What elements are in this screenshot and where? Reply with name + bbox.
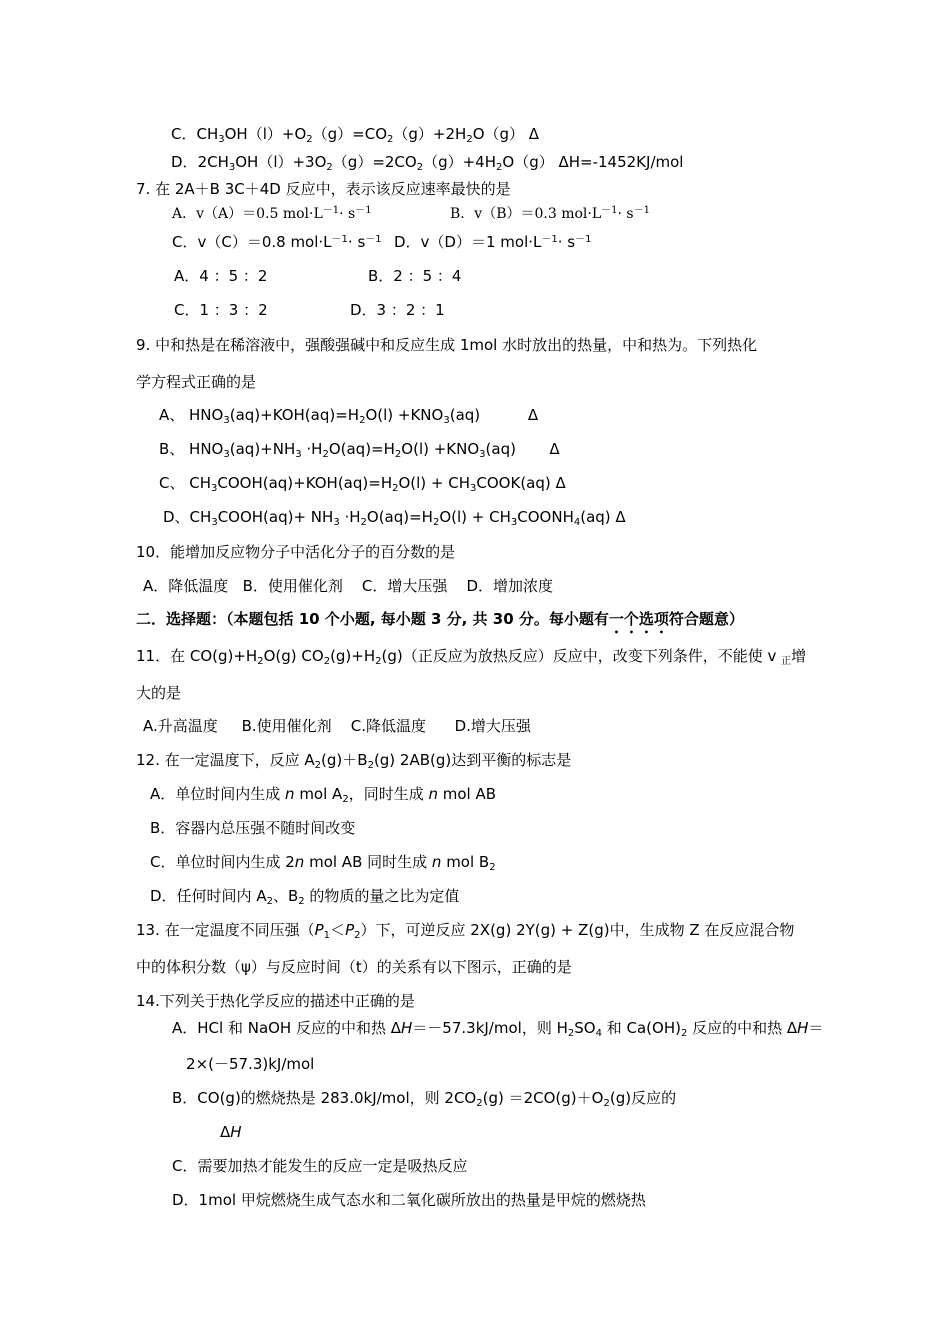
text: A、 HNO xyxy=(159,406,224,424)
text: O(aq)=H xyxy=(328,440,395,458)
q14-option-c: C．需要加热才能发生的反应一定是吸热反应 xyxy=(172,1157,468,1175)
subscript: 2 xyxy=(354,930,361,941)
subscript: 3 xyxy=(479,449,486,460)
subscript: 2 xyxy=(266,896,273,907)
option-label: D． xyxy=(171,153,198,171)
q9-stem-line1: 9. 中和热是在稀溶液中，强酸强碱中和反应生成 1mol 水时放出的热量，中和热为。下列热化 xyxy=(136,336,758,354)
q12-option-b: B．容器内总压强不随时间改变 xyxy=(150,819,356,837)
text: （g）=2CO xyxy=(332,153,417,171)
text: O(l) +KNO xyxy=(365,406,444,424)
q14-option-d: D．1mol 甲烷燃烧生成气态水和二氧化碳所放出的热量是甲烷的燃烧热 xyxy=(172,1191,646,1209)
subscript: 2 xyxy=(367,760,374,771)
text: C、 CH xyxy=(159,474,211,492)
subscript: 2 xyxy=(323,656,331,667)
subscript: 4 xyxy=(573,517,581,528)
subscript: 2 xyxy=(342,794,349,805)
q9-option-a xyxy=(159,405,538,425)
section-2-title xyxy=(136,609,744,637)
text: 反应的中和热 Δ xyxy=(687,1019,798,1037)
q6-option-d xyxy=(171,152,683,172)
q14-stem: 14.下列关于热化学反应的描述中正确的是 xyxy=(136,992,415,1010)
q14-option-a-line2: 2×(－57.3)kJ/mol xyxy=(186,1055,315,1073)
text: O(l) +KNO xyxy=(401,440,480,458)
text: B．v（B）＝0.3 mol·L xyxy=(450,206,602,222)
subscript: 3 xyxy=(223,449,230,460)
text: ·H xyxy=(339,508,361,526)
text: COONH xyxy=(517,508,574,526)
text: O(l) + CH xyxy=(398,474,471,492)
subscript: 2 xyxy=(567,1028,575,1039)
text: B．CO(g)的燃烧热是 283.0kJ/mol，则 2CO xyxy=(172,1089,477,1107)
text: D．任何时间内 A xyxy=(150,887,267,905)
text: ，同时生成 xyxy=(348,785,429,803)
text: 2CH xyxy=(197,153,229,171)
subscript: 3 xyxy=(211,483,218,494)
subscript: 3 xyxy=(228,162,236,173)
text: （g）=CO xyxy=(312,125,388,143)
q8-option-d: D．3 ：2 ：1 xyxy=(350,301,445,319)
q9-option-b xyxy=(159,439,560,459)
text: C．v（C）＝0.8 mol·L xyxy=(172,233,332,251)
text: 11．在 CO(g)+H xyxy=(136,647,258,665)
subscript: 2 xyxy=(360,517,367,528)
subscript: 2 xyxy=(432,517,440,528)
text: (aq)+NH xyxy=(229,440,296,458)
subscript: 2 xyxy=(306,134,313,145)
text: ＝－57.3kJ/mol，则 H xyxy=(412,1019,568,1037)
text: 二．选择题：（本题包括 10 个小题, 每小题 3 分, 共 30 分。每小题有 xyxy=(136,610,609,628)
text: (g) ＝2CO(g)＋O xyxy=(482,1089,604,1107)
subscript: 3 xyxy=(510,517,518,528)
subscript: 3 xyxy=(223,415,230,426)
text: O（g） Δ xyxy=(472,125,540,143)
text: mol A xyxy=(294,785,343,803)
italic-var: n xyxy=(431,853,442,871)
text: SO xyxy=(574,1019,596,1037)
q13-stem-line1 xyxy=(136,920,794,940)
text: OH（l）+3O xyxy=(235,153,327,171)
italic-var: n xyxy=(285,785,295,803)
superscript: －1 xyxy=(355,205,372,216)
text: A．v（A）＝0.5 mol·L xyxy=(172,206,323,222)
q9-stem-line2: 学方程式正确的是 xyxy=(136,373,257,391)
text: ）下，可逆反应 2X(g) 2Y(g) + Z(g)中，生成物 Z 在反应混合物 xyxy=(360,921,795,939)
superscript: －1 xyxy=(575,234,592,245)
q9-option-d xyxy=(163,507,626,527)
q11-options: A.升高温度 B.使用催化剂 C.降低温度 D.增大压强 xyxy=(143,717,531,735)
q12-option-a xyxy=(150,784,496,804)
subscript: 2 xyxy=(489,862,496,873)
text: COOH(aq)+KOH(aq)=H xyxy=(217,474,393,492)
q7-option-b xyxy=(450,204,650,224)
option-label: C． xyxy=(171,125,197,143)
subscript: 2 xyxy=(496,162,503,173)
text: 、B xyxy=(272,887,299,905)
text: 符合题意） xyxy=(668,610,744,628)
superscript: －1 xyxy=(365,234,382,245)
text: O(aq)=H xyxy=(366,508,433,526)
italic-var: H xyxy=(797,1019,809,1037)
q7-stem: 7. 在 2A＋B 3C＋4D 反应中，表示该反应速率最快的是 xyxy=(136,180,511,198)
q6-option-c xyxy=(171,124,539,144)
text: · s xyxy=(557,233,576,251)
text: (g)反应的 xyxy=(609,1089,677,1107)
text: (g)（正反应为放热反应）反应中，改变下列条件，不能使 v xyxy=(381,647,782,665)
q12-option-d xyxy=(150,886,459,906)
text: ＜ xyxy=(330,921,346,939)
text: (aq) Δ xyxy=(449,406,539,424)
text: mol AB 同时生成 xyxy=(304,853,432,871)
text: COOK(aq) Δ xyxy=(476,474,566,492)
q10-options: A．降低温度 B．使用催化剂 C．增大压强 D．增加浓度 xyxy=(143,577,554,595)
subscript: 2 xyxy=(298,896,305,907)
subscript: 2 xyxy=(466,134,473,145)
text: （g）+4H xyxy=(423,153,497,171)
superscript: －1 xyxy=(633,205,650,216)
superscript: －1 xyxy=(601,205,618,216)
text: · s xyxy=(347,233,366,251)
text: CH xyxy=(196,125,219,143)
subscript: 2 xyxy=(257,656,264,667)
subscript: 2 xyxy=(314,760,322,771)
q13-stem-line2: 中的体积分数（ψ）与反应时间（t）的关系有以下图示，正确的是 xyxy=(136,958,572,976)
q8-option-c: C．1 ：3 ：2 xyxy=(174,301,268,319)
q14-option-a-line1 xyxy=(172,1018,823,1038)
text: Δ xyxy=(220,1123,231,1141)
text: (g)+H xyxy=(330,647,376,665)
q12-option-c xyxy=(150,852,496,872)
text: D．v（D）＝1 mol·L xyxy=(394,233,542,251)
text: O(l) + CH xyxy=(439,508,511,526)
text: C．单位时间内生成 2 xyxy=(150,853,295,871)
text: (g)＋B xyxy=(321,751,368,769)
q9-option-c xyxy=(159,473,566,493)
text: 增 xyxy=(791,647,807,665)
subscript: 3 xyxy=(211,517,218,528)
subscript: 2 xyxy=(359,415,366,426)
text: 13. 在一定温度不同压强（ xyxy=(136,921,315,939)
text: · s xyxy=(339,206,356,222)
q7-option-a xyxy=(172,204,372,224)
subscript: 2 xyxy=(476,1098,483,1109)
text: B、 HNO xyxy=(159,440,224,458)
text: O（g） ΔH=-1452KJ/mol xyxy=(502,153,684,171)
text: (aq) Δ xyxy=(580,508,626,526)
text: ＝ xyxy=(808,1019,824,1037)
subscript: 3 xyxy=(470,483,477,494)
subscript: 2 xyxy=(680,1028,688,1039)
superscript: －1 xyxy=(322,205,340,216)
italic-var: P xyxy=(345,921,355,939)
text: (g) 2AB(g)达到平衡的标志是 xyxy=(373,751,572,769)
italic-var: H xyxy=(401,1019,413,1037)
text: (aq) Δ xyxy=(485,440,560,458)
q7-option-d xyxy=(394,232,591,252)
q14-option-b-line2 xyxy=(220,1122,242,1142)
subscript: 3 xyxy=(218,134,225,145)
superscript: －1 xyxy=(331,234,348,245)
emphasis-text: 一个选项 xyxy=(608,610,669,628)
q14-option-b-line1 xyxy=(172,1088,676,1108)
text: 和 Ca(OH) xyxy=(601,1019,681,1037)
subscript: 3 xyxy=(333,517,340,528)
subscript: 2 xyxy=(603,1098,610,1109)
subscript: 2 xyxy=(326,162,333,173)
text: （g）+2H xyxy=(393,125,467,143)
text: OH（l）+O xyxy=(224,125,307,143)
text: O(g) CO xyxy=(263,647,324,665)
subscript: 正 xyxy=(781,656,792,667)
italic-var: P xyxy=(314,921,324,939)
q10-stem: 10．能增加反应物分子中活化分子的百分数的是 xyxy=(136,543,456,561)
text: mol B xyxy=(441,853,490,871)
text: (aq)+KOH(aq)=H xyxy=(229,406,360,424)
text: COOH(aq)+ NH xyxy=(217,508,334,526)
text: · s xyxy=(617,206,634,222)
q12-stem xyxy=(136,750,571,770)
q8-option-b: B．2 ：5 ：4 xyxy=(368,267,462,285)
q11-stem-line2: 大的是 xyxy=(136,684,182,702)
subscript: 3 xyxy=(443,415,450,426)
subscript: 2 xyxy=(394,449,402,460)
q8-option-a: A．4 ：5 ：2 xyxy=(174,267,268,285)
text: 的物质的量之比为定值 xyxy=(304,887,460,905)
text: ·H xyxy=(301,440,323,458)
italic-var: H xyxy=(230,1123,242,1141)
q7-option-c xyxy=(172,232,382,252)
text: A．单位时间内生成 xyxy=(150,785,286,803)
subscript: 1 xyxy=(323,930,331,941)
italic-var: n xyxy=(428,785,438,803)
italic-var: n xyxy=(294,853,305,871)
text: D、CH xyxy=(163,508,212,526)
subscript: 2 xyxy=(392,483,399,494)
subscript: 3 xyxy=(295,449,302,460)
superscript: －1 xyxy=(541,234,558,245)
subscript: 2 xyxy=(322,449,329,460)
subscript: 4 xyxy=(595,1028,602,1039)
subscript: 2 xyxy=(387,134,394,145)
subscript: 2 xyxy=(375,656,382,667)
text: mol AB xyxy=(437,785,497,803)
subscript: 2 xyxy=(416,162,424,173)
text: 12. 在一定温度下，反应 A xyxy=(136,751,315,769)
text: A．HCl 和 NaOH 反应的中和热 Δ xyxy=(172,1019,402,1037)
q11-stem-line1 xyxy=(136,646,806,666)
